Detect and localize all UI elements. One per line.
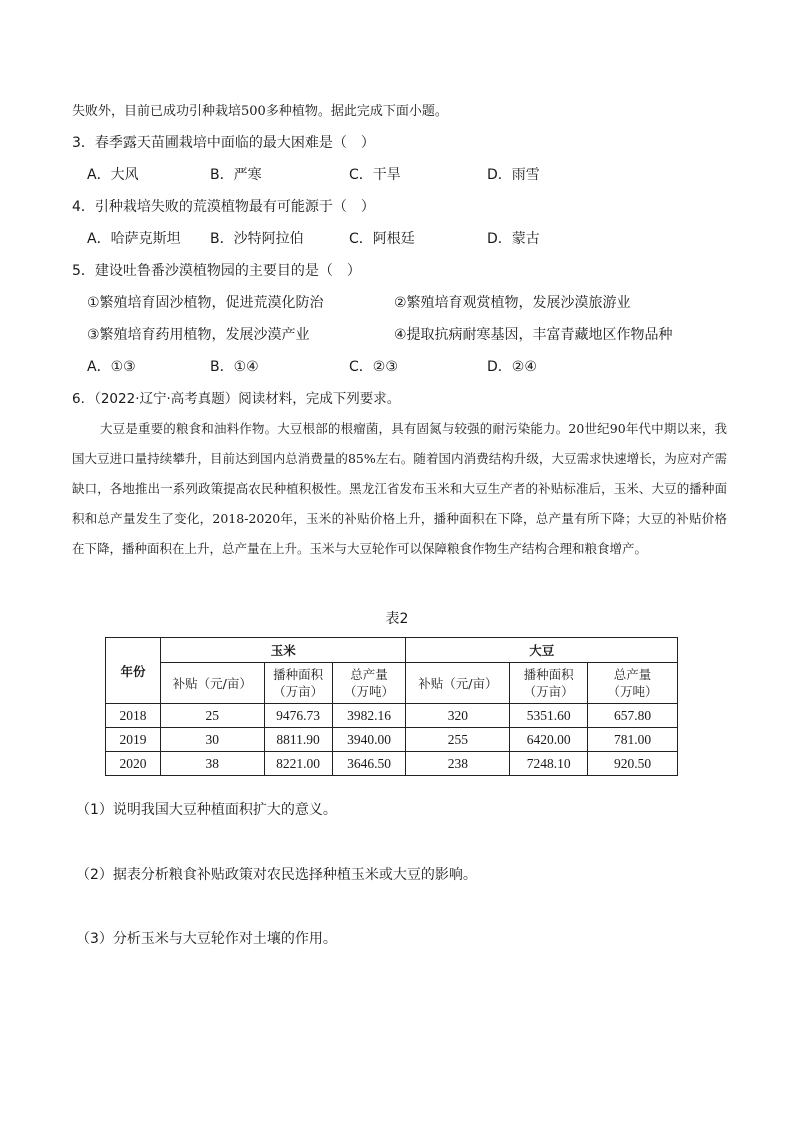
- corn-output-cell: 3646.50: [332, 752, 406, 776]
- q5-option-d: D．②④: [487, 359, 537, 375]
- table-row: [106, 704, 678, 728]
- corn-area-header-unit: （万亩）: [273, 684, 324, 699]
- soy-area-cell: 7248.10: [510, 752, 588, 776]
- question-5-stem: 5．建设吐鲁番沙漠植物园的主要目的是（ ）: [72, 263, 361, 279]
- soy-output-cell: 920.50: [588, 752, 678, 776]
- year-cell: 2019: [106, 728, 161, 752]
- q3-option-b: B．严寒: [210, 167, 262, 183]
- q3-option-d: D．雨雪: [487, 167, 540, 183]
- corn-area-cell: 8811.90: [264, 728, 332, 752]
- soy-group-header: 大豆: [406, 638, 678, 663]
- corn-output-cell: 3940.00: [332, 728, 406, 752]
- year-cell: 2020: [106, 752, 161, 776]
- soy-subsidy-header: 补贴（元/亩）: [406, 663, 510, 704]
- q5-statement-3: ③繁殖培育药用植物，发展沙漠产业: [87, 327, 310, 343]
- q4-option-d: D．蒙古: [487, 231, 540, 247]
- q5-statement-4: ④提取抗病耐寒基因，丰富青藏地区作物品种: [394, 327, 673, 343]
- year-cell: 2018: [106, 704, 161, 728]
- q5-statement-1: ①繁殖培育固沙植物，促进荒漠化防治: [87, 295, 324, 311]
- material-text: 大豆是重要的粮食和油料作物。大豆根部的根瘤菌，具有固氮与较强的耐污染能力。20世纪90年代中期以来，我国大豆进口量持续攀升，目前达到国内总消费量的85%左右。随着国内消费结构升级，大豆需求快速增长，为应对产需缺口，各地推出一系列政策提高农民种植积极性。黑龙江省发布玉米和大豆生产者的补贴标准后，玉米、大豆的播种面积和总产量发生了变化，2018-2020年，玉米的补贴价格上升，播种面积在下降，总产量有所下降；大豆的补贴价格在下降，播种面积在上升，总产量在上升。玉米与大豆轮作可以保障粮食作物生产结构合理和粮食增产。: [72, 421, 727, 556]
- sub-question-1: （1）说明我国大豆种植面积扩大的意义。: [76, 802, 337, 818]
- q4-option-c: C．阿根廷: [349, 231, 415, 247]
- sub-question-2: （2）据表分析粮食补贴政策对农民选择种植玉米或大豆的影响。: [76, 867, 477, 883]
- year-header: 年份: [106, 638, 161, 704]
- corn-subsidy-cell: 30: [160, 728, 264, 752]
- q5-option-a: A．①③: [87, 359, 136, 375]
- soy-subsidy-cell: 320: [406, 704, 510, 728]
- soy-output-header: [588, 663, 678, 704]
- corn-subsidy-header: 补贴（元/亩）: [160, 663, 264, 704]
- soy-output-cell: 781.00: [588, 728, 678, 752]
- q5-option-c: C．②③: [349, 359, 398, 375]
- soy-output-cell: 657.80: [588, 704, 678, 728]
- subsidy-table: [105, 637, 678, 776]
- table-caption: 表2: [385, 611, 409, 627]
- question-6-stem: 6．（2022·辽宁·高考真题）阅读材料，完成下列要求。: [72, 391, 401, 407]
- corn-group-header: 玉米: [160, 638, 406, 663]
- soy-area-cell: 5351.60: [510, 704, 588, 728]
- material-paragraph: [72, 414, 727, 564]
- intro-text: 失败外，目前已成功引种栽培500多种植物。据此完成下面小题。: [72, 104, 448, 119]
- soy-output-header-top: 总产量: [613, 667, 652, 682]
- corn-area-header-top: 播种面积: [273, 667, 324, 682]
- corn-output-cell: 3982.16: [332, 704, 406, 728]
- table-row: [106, 728, 678, 752]
- table-row: [106, 752, 678, 776]
- q3-option-c: C．干旱: [349, 167, 401, 183]
- question-3-stem: 3．春季露天苗圃栽培中面临的最大困难是（ ）: [72, 135, 375, 151]
- soy-area-cell: 6420.00: [510, 728, 588, 752]
- soy-output-header-unit: （万吨）: [607, 684, 658, 699]
- soy-area-header: [510, 663, 588, 704]
- soy-area-header-top: 播种面积: [523, 667, 574, 682]
- q5-option-b: B．①④: [210, 359, 259, 375]
- q4-option-b: B．沙特阿拉伯: [210, 231, 304, 247]
- corn-subsidy-cell: 38: [160, 752, 264, 776]
- soy-area-header-unit: （万亩）: [523, 684, 574, 699]
- q5-statement-2: ②繁殖培育观赏植物，发展沙漠旅游业: [394, 295, 631, 311]
- corn-output-header-top: 总产量: [350, 667, 388, 682]
- corn-subsidy-cell: 25: [160, 704, 264, 728]
- corn-area-header: [264, 663, 332, 704]
- question-4-stem: 4．引种栽培失败的荒漠植物最有可能源于（ ）: [72, 199, 375, 215]
- soy-subsidy-cell: 255: [406, 728, 510, 752]
- corn-output-header: [332, 663, 406, 704]
- corn-area-cell: 9476.73: [264, 704, 332, 728]
- corn-output-header-unit: （万吨）: [344, 684, 395, 699]
- corn-area-cell: 8221.00: [264, 752, 332, 776]
- sub-question-3: （3）分析玉米与大豆轮作对土壤的作用。: [76, 931, 337, 947]
- q3-option-a: A．大风: [87, 167, 139, 183]
- soy-subsidy-cell: 238: [406, 752, 510, 776]
- q4-option-a: A．哈萨克斯坦: [87, 231, 181, 247]
